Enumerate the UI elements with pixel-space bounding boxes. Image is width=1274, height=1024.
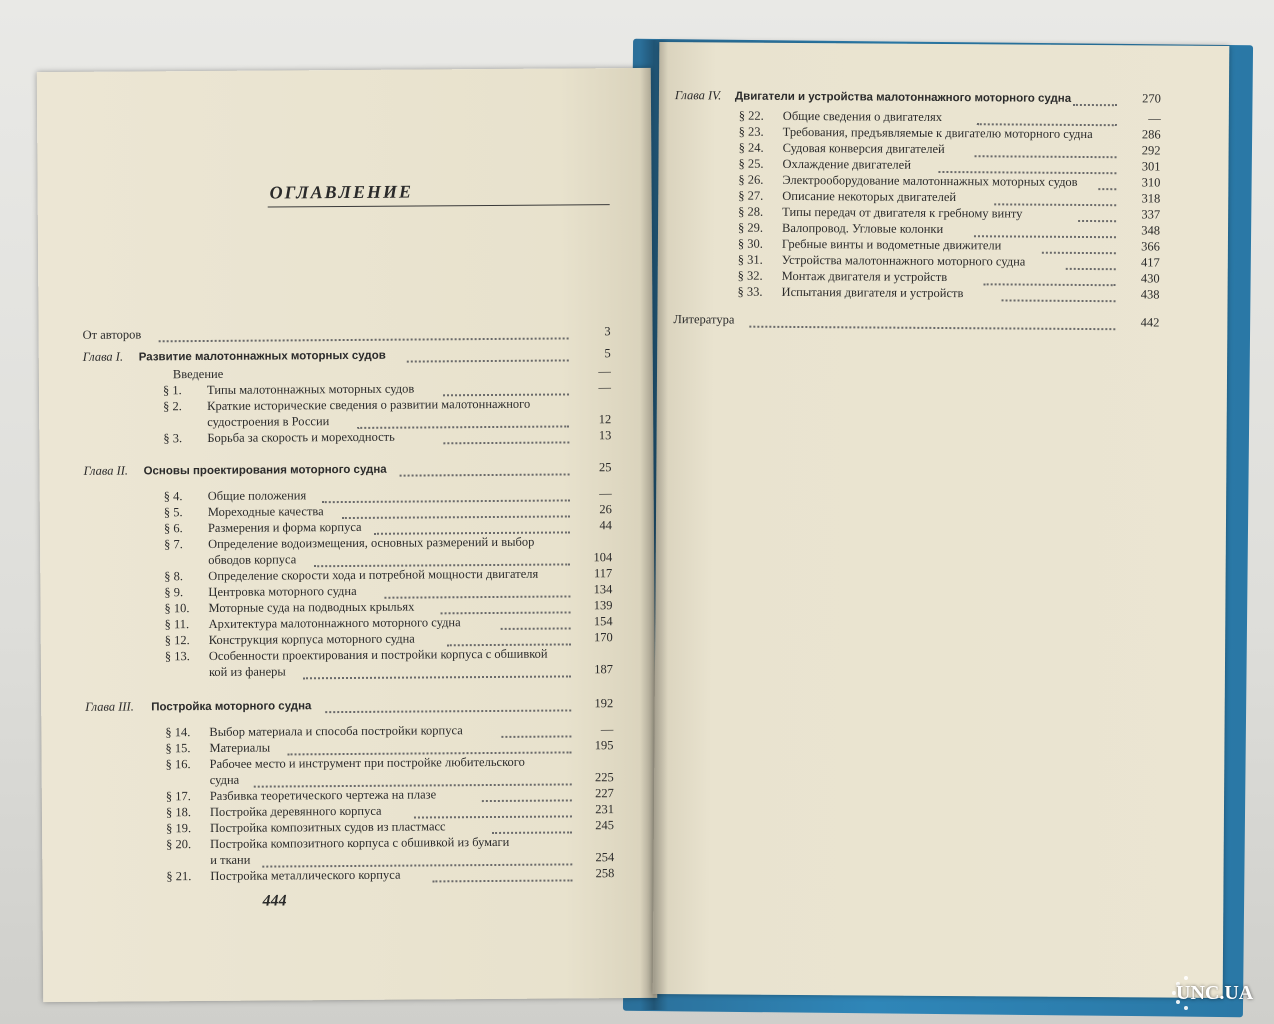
dot-leader [303, 663, 571, 679]
page-ref: 270 [1142, 91, 1161, 106]
page-ref: 195 [594, 738, 614, 753]
section-title: Гребные винты и водометные движители [781, 236, 1002, 253]
section-number: § 23. [738, 124, 764, 139]
section-number: § 20. [166, 837, 192, 852]
dot-leader [440, 599, 570, 614]
section-number: § 2. [163, 399, 182, 414]
section-number: § 14. [165, 725, 191, 740]
page-ref: 292 [1141, 143, 1161, 158]
section-number: § 4. [163, 489, 183, 504]
dot-leader [407, 347, 569, 362]
section-number: § 5. [163, 505, 183, 520]
section-title: Постройка металлического корпуса [210, 867, 401, 883]
section-number: § 19. [165, 821, 192, 836]
page-ref: 187 [594, 662, 613, 677]
section-number: § 29. [737, 220, 764, 235]
dot-leader [399, 461, 569, 476]
dot-leader [749, 314, 1115, 331]
page-ref: 134 [593, 582, 613, 597]
section-title: Судовая конверсия двигателей [782, 140, 945, 157]
dot-leader [262, 851, 572, 867]
page-ref: 318 [1141, 191, 1161, 206]
page-ref: 310 [1141, 175, 1161, 190]
page-ref: — [598, 380, 612, 395]
page-ref: 104 [593, 550, 613, 565]
dot-leader [975, 143, 1117, 158]
section-number: § 27. [738, 188, 764, 203]
dot-leader [492, 819, 572, 834]
section-title: Постройка композитных судов из пластмасс [209, 819, 446, 835]
section-title-continued: и ткани [210, 852, 251, 867]
dot-leader [325, 697, 571, 713]
page-ref: — [1148, 111, 1161, 126]
section-number: § 12. [164, 633, 190, 648]
section-title: Определение скорости хода и потребной мощности двигателя [208, 566, 539, 583]
section-number: § 15. [165, 741, 191, 756]
page-ref: 26 [599, 502, 612, 517]
section-number: § 33. [737, 284, 763, 299]
section-title: Общие сведения о двигателях [782, 108, 943, 124]
section-number: § 9. [164, 585, 184, 600]
page-ref: 225 [594, 770, 614, 785]
chapter-title: Развитие малотоннажных моторных судов [138, 349, 386, 364]
section-title: Испытания двигателя и устройств [781, 284, 964, 301]
page-ref: 301 [1141, 159, 1161, 174]
section-number: § 21. [166, 869, 192, 884]
section-title: Валопровод. Угловые колонки [781, 220, 944, 237]
dot-leader [482, 787, 572, 802]
section-title: Моторные суда на подводных крыльях [208, 599, 415, 615]
section-number: § 25. [738, 156, 764, 171]
page-ref: 3 [604, 324, 611, 339]
dot-leader [322, 487, 570, 503]
section-number: § 8. [164, 569, 184, 584]
dot-leader [1098, 176, 1116, 190]
section-title: Постройка деревянного корпуса [209, 803, 382, 819]
section-title: Определение водоизмещения, основных размерений и выбор [208, 534, 535, 551]
dot-leader [501, 615, 571, 629]
section-title: Конструкция корпуса моторного судна [208, 631, 415, 647]
dot-leader [432, 867, 572, 882]
section-number: § 7. [164, 537, 183, 552]
section-number: § 6. [163, 521, 183, 536]
section-number: § 32. [737, 268, 763, 283]
dot-leader [1042, 240, 1116, 255]
section-number: § 17. [165, 789, 191, 804]
dot-leader [447, 631, 571, 646]
page-ref: 12 [598, 412, 612, 427]
page-ref: 5 [604, 346, 611, 361]
section-title: Размерения и форма корпуса [207, 519, 362, 535]
section-title-continued: обводов корпуса [208, 552, 297, 567]
toc-entry-text: От авторов [82, 327, 142, 342]
page-ref: 286 [1141, 127, 1161, 142]
dot-leader [501, 723, 571, 737]
page-ref: 442 [1140, 315, 1160, 330]
section-number: § 30. [737, 236, 763, 251]
section-number: § 1. [162, 383, 182, 398]
page-ref: 44 [599, 518, 612, 533]
page-ref: 430 [1140, 271, 1160, 286]
dot-leader [984, 271, 1116, 286]
dot-leader [977, 111, 1117, 126]
heading-rule [268, 204, 610, 207]
page-ref: 254 [595, 850, 615, 865]
chapter-label: Глава I. [82, 349, 124, 364]
spine-shadow [640, 40, 668, 1010]
section-number: § 16. [165, 757, 191, 772]
chapter-label: Глава III. [85, 699, 134, 714]
toc-intro-text: Введение [172, 366, 224, 382]
section-title: Требования, предъявляемые к двигателю моторного судна [782, 124, 1093, 142]
chapter-title: Двигатели и устройства малотоннажного моторного судна [734, 90, 1072, 105]
page-ref: 25 [598, 460, 612, 475]
page-ref: — [599, 486, 612, 501]
toc-entry-text: Литература [673, 312, 735, 327]
chapter-title: Основы проектирования моторного судна [143, 463, 387, 478]
chapter-label: Глава II. [83, 463, 129, 478]
section-number: § 22. [738, 108, 764, 123]
section-title: Особенности проектирования и постройки корпуса с обшивкой [208, 646, 548, 663]
dot-leader [974, 223, 1116, 238]
section-title: Типы малотоннажных моторных судов [206, 381, 415, 397]
page-ref: 348 [1141, 223, 1161, 238]
section-number: § 24. [738, 140, 764, 155]
page-ref: 154 [593, 614, 613, 629]
section-title: Устройства малотоннажного моторного судна [781, 252, 1026, 269]
dot-leader [342, 503, 570, 519]
page-ref: 438 [1140, 287, 1160, 302]
section-title: Типы передач от двигателя к гребному винту [782, 204, 1023, 221]
chapter-label: Глава IV. [674, 88, 722, 103]
toc-heading: ОГЛАВЛЕНИЕ [269, 181, 414, 203]
section-title: Монтаж двигателя и устройств [781, 268, 948, 285]
section-number: § 11. [164, 617, 190, 632]
page-ref: — [598, 364, 611, 379]
dot-leader [374, 519, 570, 534]
section-number: § 3. [163, 431, 183, 446]
dot-leader [1002, 287, 1116, 302]
dot-leader [443, 429, 569, 444]
section-title: Постройка композитного корпуса с обшивкой из бумаги [210, 834, 510, 851]
section-title-continued: судостроения в России [207, 414, 330, 429]
dot-leader [357, 413, 569, 428]
section-title-continued: судна [209, 772, 240, 787]
section-title: Выбор материала и способа постройки корпуса [209, 723, 463, 739]
section-number: § 13. [164, 649, 190, 664]
section-title: Электрооборудование малотоннажных моторных судов [782, 172, 1078, 189]
page-ref: 231 [595, 802, 614, 817]
section-title: Мореходные качества [207, 504, 324, 519]
page-ref: 117 [593, 566, 613, 581]
section-number: § 28. [738, 204, 764, 219]
watermark-text: UNC.UA [1176, 982, 1254, 1004]
dot-leader [1078, 208, 1116, 222]
dot-leader [254, 771, 572, 787]
section-title: Общие положения [207, 488, 307, 503]
page-ref: 366 [1141, 239, 1160, 254]
section-title: Рабочее место и инструмент при постройке любительского [209, 754, 525, 771]
page-ref: 192 [594, 696, 614, 711]
section-number: § 26. [738, 172, 764, 187]
page-ref: 337 [1141, 207, 1161, 222]
section-title: Описание некоторых двигателей [782, 188, 957, 205]
section-title: Архитектура малотоннажного моторного судна [208, 615, 461, 631]
right-page [653, 42, 1230, 998]
section-title: Материалы [209, 740, 271, 755]
dot-leader [159, 325, 569, 342]
section-number: § 31. [737, 252, 763, 267]
section-title: Краткие исторические сведения о развитии малотоннажного [207, 396, 531, 413]
dot-leader [287, 739, 571, 755]
dot-leader [1073, 92, 1117, 106]
section-title: Борьба за скорость и мореходность [207, 429, 395, 445]
chapter-title: Постройка моторного судна [151, 700, 312, 714]
dot-leader [314, 551, 570, 567]
section-title-continued: кой из фанеры [208, 664, 286, 679]
page-number: 444 [262, 892, 287, 910]
section-number: § 18. [165, 805, 191, 820]
page-ref: 13 [598, 428, 612, 443]
page-ref: 139 [593, 598, 613, 613]
left-page [37, 68, 657, 1002]
page-ref: 170 [593, 630, 613, 645]
section-title: Охлаждение двигателей [782, 156, 911, 172]
dot-leader [384, 583, 570, 598]
page-ref: 227 [595, 786, 614, 801]
page-ref: 245 [595, 818, 615, 833]
section-number: § 10. [164, 601, 190, 616]
page-ref: 417 [1141, 255, 1160, 270]
dot-leader [443, 381, 569, 396]
dot-leader [1066, 256, 1116, 270]
dot-leader [414, 803, 572, 818]
section-title: Центровка моторного судна [208, 583, 357, 599]
dot-leader [994, 191, 1116, 206]
page-ref: 258 [595, 866, 615, 881]
dot-leader [938, 159, 1116, 174]
section-title: Разбивка теоретического чертежа на плазе [209, 787, 437, 803]
page-ref: — [600, 722, 614, 737]
